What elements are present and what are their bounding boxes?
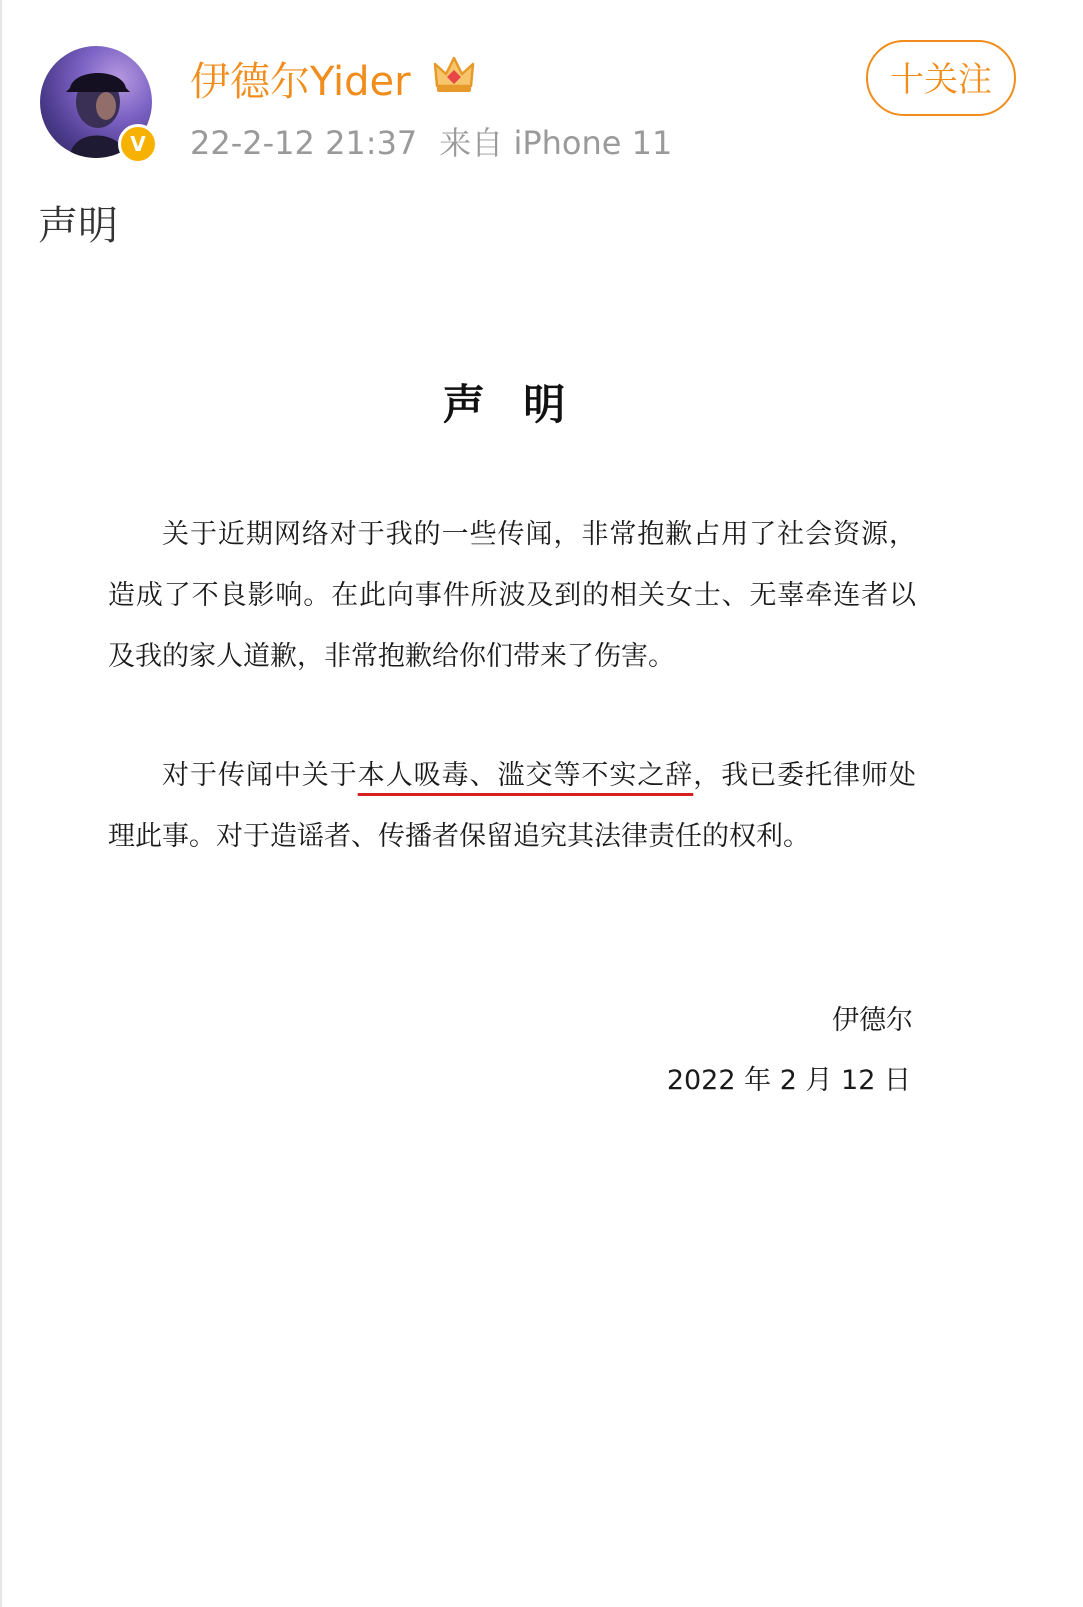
statement-date: 2022 年 2 月 12 日 [666,1065,911,1096]
follow-button[interactable]: 十关注 [866,40,1016,116]
statement-paragraph-2 [108,745,916,867]
statement-paragraph-2-before: 对于传闻中关于 [162,760,358,791]
statement-signature: 伊德尔 [832,1005,913,1036]
post-meta [190,118,694,164]
post-source[interactable]: 来自 iPhone 11 [439,124,673,162]
crown-icon [432,52,476,96]
post-time: 22-2-12 21:37 [190,124,418,162]
statement-paragraph-1: 关于近期网络对于我的一些传闻，非常抱歉占用了社会资源，造成了不良影响。在此向事件所波及到的相关女士、无辜牵连者以及我的家人道歉，非常抱歉给你们带来了伤害。 [108,519,916,672]
user-name[interactable]: 伊德尔Yider [190,59,411,105]
highlighted-phrase: 本人吸毒、滥交等不实之辞 [357,760,694,791]
statement-title: 声 明 [442,380,578,429]
left-edge-divider [0,0,2,1607]
statement-paragraph-2-after: ，我已委托律师处理此事。对于造谣者、传播者保留追究其法律责任的权利。 [108,760,917,852]
verified-badge-icon: V [118,124,158,164]
post-text: 声明 [38,203,118,249]
